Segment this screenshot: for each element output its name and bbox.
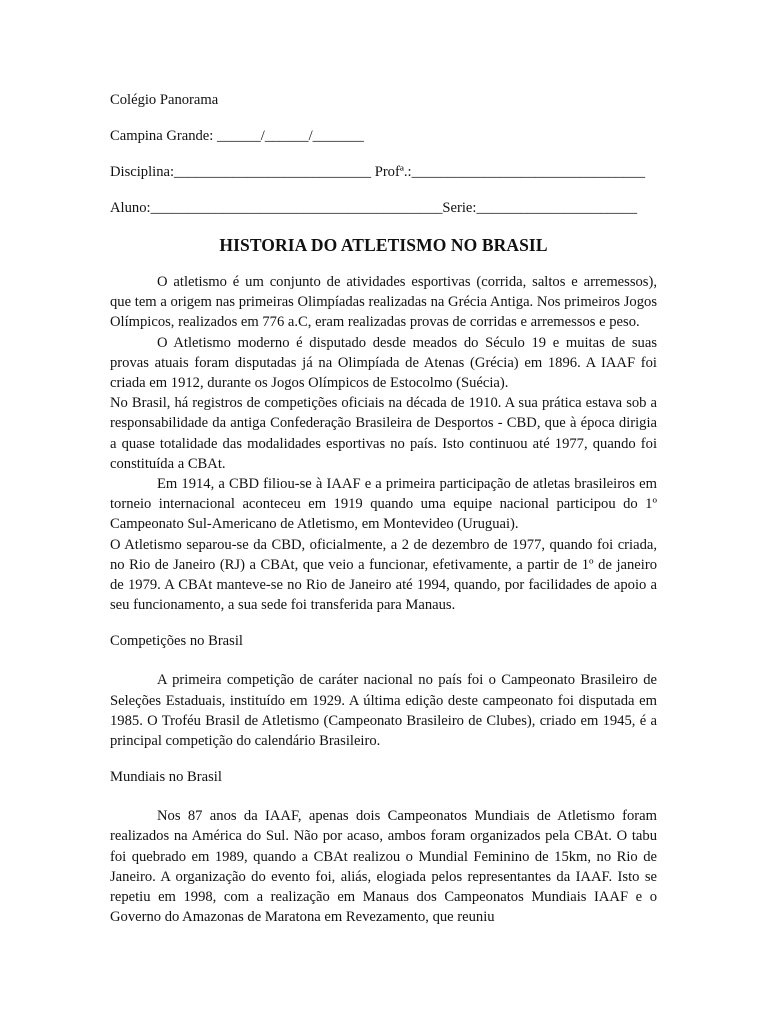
section-heading-mundiais: Mundiais no Brasil bbox=[110, 769, 222, 786]
document-title: HISTORIA DO ATLETISMO NO BRASIL bbox=[219, 235, 548, 255]
competicoes-paragraph: A primeira competição de caráter nacional no país foi o Campeonato Brasileiro de Seleções Estaduais, instituído em 1929. A última edição deste campeonato foi disputada em 1985. O Troféu Brasil de Atletismo (Campeonato Brasileiro de Clubes), criado em 1945, é a principal competição do calendário Brasileiro. bbox=[110, 672, 657, 750]
document-page bbox=[110, 90, 657, 927]
discipline-teacher-line: Disciplina:___________________________ Profª.:________________________________ bbox=[110, 164, 646, 180]
intro-paragraph-2: O Atletismo moderno é disputado desde meados do Século 19 e muitas de suas provas atuais foram disputadas já na Olimpíada de Atenas (Grécia) em 1896. A IAAF foi criada em 1912, durante os Jogos Olímpicos de Estocolmo (Suécia). bbox=[110, 334, 657, 392]
intro-paragraph-4: Em 1914, a CBD filiou-se à IAAF e a primeira participação de atletas brasileiros em torneio internacional aconteceu em 1919 quando uma equipe nacional participou do 1º Campeonato Sul-Americano de Atletismo, em Montevideo (Uruguai). bbox=[110, 476, 657, 533]
mundiais-paragraph: Nos 87 anos da IAAF, apenas dois Campeonatos Mundiais de Atletismo foram realizados na América do Sul. Não por acaso, ambos foram organizados pela CBAt. O tabu foi quebrado em 1989, quando a CBAt realizou o Mundial Feminino de 15km, no Rio de Janeiro. A organização do evento foi, aliás, elogiada pelos representantes da IAAF. Isto se repetiu em 1998, com a realização em Manaus dos Campeonatos Mundiais IAAF e o Governo do Amazonas de Maratona em Revezamento, que reuniu bbox=[110, 808, 657, 926]
intro-paragraph-3: No Brasil, há registros de competições oficiais na década de 1910. A sua prática estava sob a responsabilidade da antiga Confederação Brasileira de Desportos - CBD, que à época dirigia a quase totalidade das modalidades esportivas no país. Isto continuou até 1977, quando foi constituída a CBAt. bbox=[110, 395, 657, 472]
city-date-line: Campina Grande: ______/______/_______ bbox=[110, 128, 364, 144]
intro-paragraph-5: O Atletismo separou-se da CBD, oficialmente, a 2 de dezembro de 1977, quando foi criada, no Rio de Janeiro (RJ) a CBAt, que veio a funcionar, efetivamente, a partir de 1º de janeiro de 1979. A CBAt manteve-se no Rio de Janeiro até 1994, quando, por facilidades de apoio a seu funcionamento, a sua sede foi transferida para Manaus. bbox=[110, 536, 657, 614]
student-serie-line: Aluno:________________________________________Serie:______________________ bbox=[110, 200, 637, 216]
section-heading-competicoes: Competições no Brasil bbox=[110, 633, 243, 650]
school-name: Colégio Panorama bbox=[110, 92, 219, 108]
intro-paragraph-1: O atletismo é um conjunto de atividades esportivas (corrida, saltos e arremessos), que tem a origem nas primeiras Olimpíadas realizadas na Grécia Antiga. Nos primeiros Jogos Olímpicos, realizados em 776 a.C, eram realizadas provas de corridas e arremessos e peso. bbox=[110, 274, 657, 331]
